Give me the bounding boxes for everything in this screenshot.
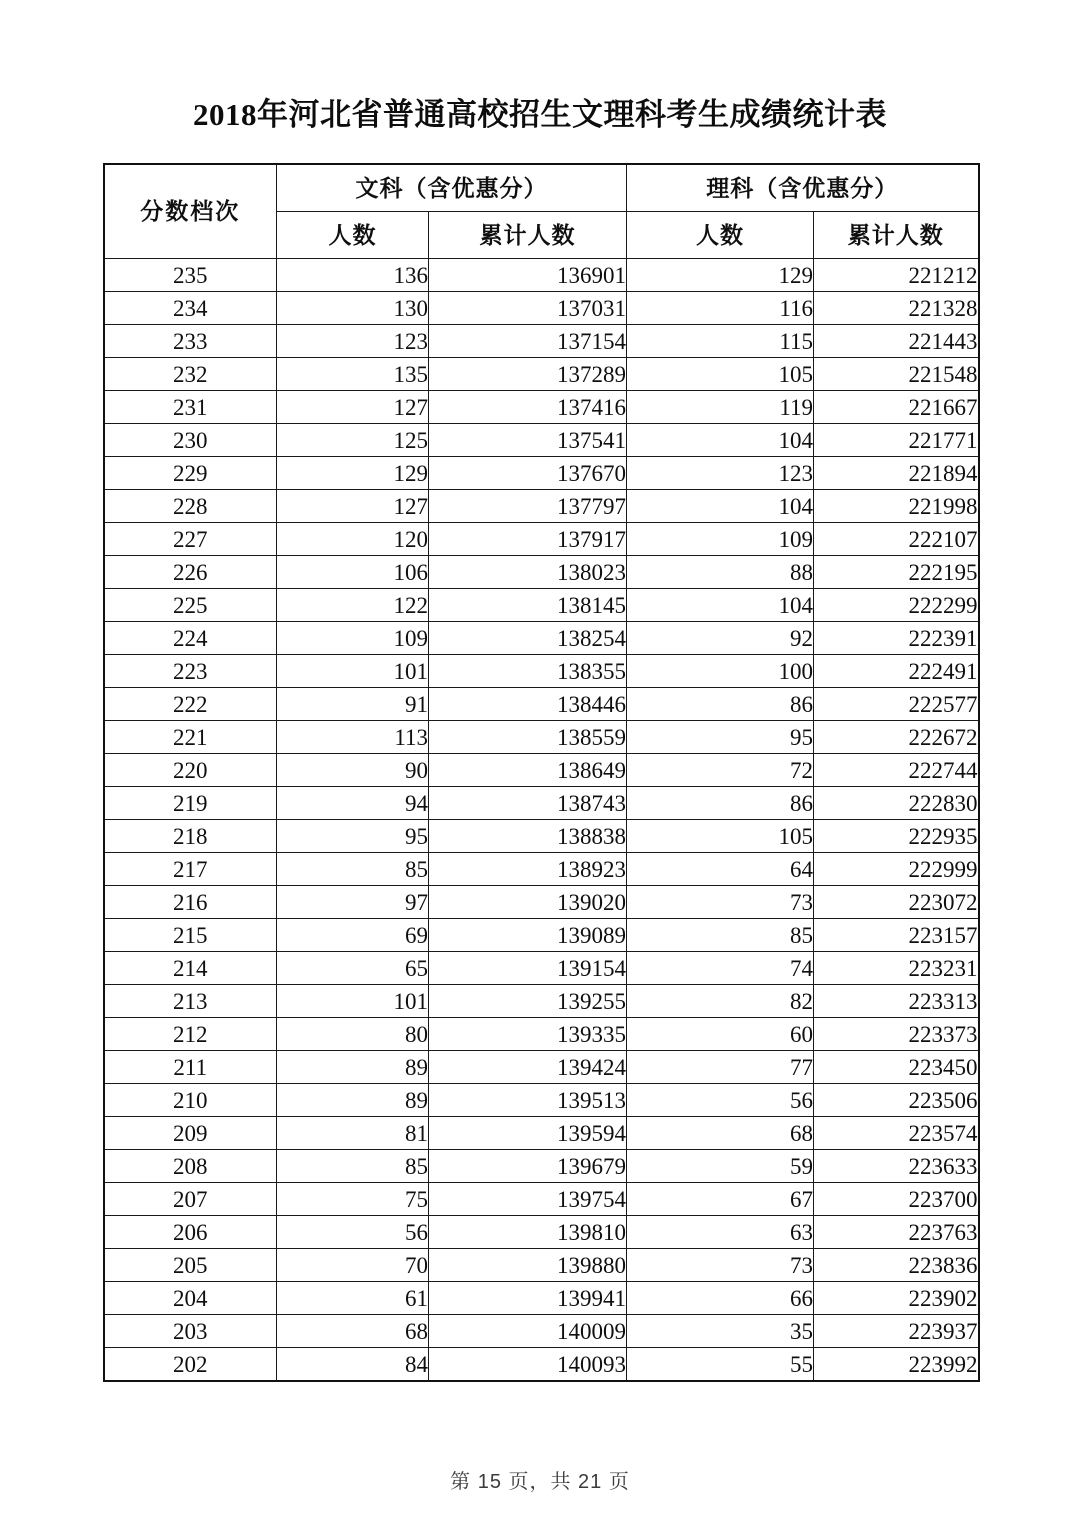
cell-science-count: 60 xyxy=(627,1018,814,1051)
cell-science-count: 129 xyxy=(627,259,814,292)
cell-science-cumulative: 223157 xyxy=(814,919,979,952)
cell-liberal-arts-cumulative: 138023 xyxy=(429,556,627,589)
cell-score-level: 232 xyxy=(104,358,277,391)
cell-liberal-arts-count: 56 xyxy=(277,1216,429,1249)
cell-liberal-arts-cumulative: 139424 xyxy=(429,1051,627,1084)
cell-science-cumulative: 223763 xyxy=(814,1216,979,1249)
cell-science-count: 109 xyxy=(627,523,814,556)
column-header-liberal-arts-group: 文科（含优惠分） xyxy=(277,164,627,212)
cell-science-count: 72 xyxy=(627,754,814,787)
cell-liberal-arts-cumulative: 137917 xyxy=(429,523,627,556)
table-row xyxy=(104,523,979,556)
column-header-liberal-arts-cumulative: 累计人数 xyxy=(429,212,627,259)
cell-liberal-arts-count: 106 xyxy=(277,556,429,589)
cell-score-level: 233 xyxy=(104,325,277,358)
cell-science-cumulative: 223231 xyxy=(814,952,979,985)
column-header-score-level: 分数档次 xyxy=(104,164,277,259)
cell-science-cumulative: 222999 xyxy=(814,853,979,886)
cell-score-level: 217 xyxy=(104,853,277,886)
cell-score-level: 231 xyxy=(104,391,277,424)
cell-liberal-arts-count: 85 xyxy=(277,1150,429,1183)
cell-science-cumulative: 223700 xyxy=(814,1183,979,1216)
cell-liberal-arts-count: 81 xyxy=(277,1117,429,1150)
table-row xyxy=(104,721,979,754)
score-statistics-table xyxy=(103,163,980,1382)
page-title: 2018年河北省普通高校招生文理科考生成绩统计表 xyxy=(193,97,887,132)
cell-science-count: 100 xyxy=(627,655,814,688)
cell-science-cumulative: 223937 xyxy=(814,1315,979,1348)
cell-liberal-arts-cumulative: 139154 xyxy=(429,952,627,985)
table-row xyxy=(104,919,979,952)
cell-liberal-arts-count: 89 xyxy=(277,1051,429,1084)
cell-liberal-arts-cumulative: 140093 xyxy=(429,1348,627,1382)
cell-science-count: 95 xyxy=(627,721,814,754)
table-row xyxy=(104,358,979,391)
cell-science-cumulative: 223373 xyxy=(814,1018,979,1051)
cell-score-level: 230 xyxy=(104,424,277,457)
cell-liberal-arts-cumulative: 137416 xyxy=(429,391,627,424)
cell-score-level: 215 xyxy=(104,919,277,952)
cell-score-level: 214 xyxy=(104,952,277,985)
cell-score-level: 204 xyxy=(104,1282,277,1315)
cell-science-count: 77 xyxy=(627,1051,814,1084)
table-header xyxy=(104,164,979,259)
cell-liberal-arts-cumulative: 138838 xyxy=(429,820,627,853)
cell-liberal-arts-cumulative: 137031 xyxy=(429,292,627,325)
cell-score-level: 211 xyxy=(104,1051,277,1084)
cell-liberal-arts-count: 97 xyxy=(277,886,429,919)
cell-science-count: 88 xyxy=(627,556,814,589)
cell-liberal-arts-count: 101 xyxy=(277,655,429,688)
cell-liberal-arts-count: 113 xyxy=(277,721,429,754)
cell-science-cumulative: 221998 xyxy=(814,490,979,523)
table-row xyxy=(104,820,979,853)
cell-liberal-arts-cumulative: 139255 xyxy=(429,985,627,1018)
column-header-liberal-arts-count: 人数 xyxy=(277,212,429,259)
table-row xyxy=(104,1249,979,1282)
column-header-science-group: 理科（含优惠分） xyxy=(627,164,979,212)
cell-science-cumulative: 221894 xyxy=(814,457,979,490)
cell-score-level: 210 xyxy=(104,1084,277,1117)
table-row xyxy=(104,622,979,655)
cell-science-count: 104 xyxy=(627,424,814,457)
cell-science-count: 86 xyxy=(627,787,814,820)
cell-science-count: 55 xyxy=(627,1348,814,1382)
cell-science-count: 104 xyxy=(627,589,814,622)
cell-science-count: 85 xyxy=(627,919,814,952)
cell-science-cumulative: 223072 xyxy=(814,886,979,919)
cell-liberal-arts-count: 135 xyxy=(277,358,429,391)
cell-liberal-arts-cumulative: 138145 xyxy=(429,589,627,622)
cell-liberal-arts-count: 85 xyxy=(277,853,429,886)
cell-science-cumulative: 222491 xyxy=(814,655,979,688)
cell-science-count: 105 xyxy=(627,820,814,853)
cell-score-level: 228 xyxy=(104,490,277,523)
cell-liberal-arts-cumulative: 137670 xyxy=(429,457,627,490)
cell-liberal-arts-count: 101 xyxy=(277,985,429,1018)
cell-score-level: 202 xyxy=(104,1348,277,1382)
cell-science-count: 64 xyxy=(627,853,814,886)
cell-science-cumulative: 223836 xyxy=(814,1249,979,1282)
cell-score-level: 220 xyxy=(104,754,277,787)
cell-science-cumulative: 222299 xyxy=(814,589,979,622)
cell-liberal-arts-cumulative: 138446 xyxy=(429,688,627,721)
cell-liberal-arts-count: 95 xyxy=(277,820,429,853)
cell-liberal-arts-cumulative: 136901 xyxy=(429,259,627,292)
table-row xyxy=(104,589,979,622)
cell-liberal-arts-count: 84 xyxy=(277,1348,429,1382)
cell-liberal-arts-count: 127 xyxy=(277,490,429,523)
cell-liberal-arts-cumulative: 139941 xyxy=(429,1282,627,1315)
cell-score-level: 223 xyxy=(104,655,277,688)
cell-science-cumulative: 221771 xyxy=(814,424,979,457)
cell-liberal-arts-cumulative: 140009 xyxy=(429,1315,627,1348)
table-row xyxy=(104,1282,979,1315)
cell-score-level: 234 xyxy=(104,292,277,325)
cell-liberal-arts-cumulative: 139513 xyxy=(429,1084,627,1117)
cell-science-count: 86 xyxy=(627,688,814,721)
table-row xyxy=(104,985,979,1018)
cell-liberal-arts-count: 70 xyxy=(277,1249,429,1282)
cell-score-level: 203 xyxy=(104,1315,277,1348)
cell-liberal-arts-cumulative: 138355 xyxy=(429,655,627,688)
table-body xyxy=(104,259,979,1382)
cell-science-cumulative: 222935 xyxy=(814,820,979,853)
cell-science-count: 123 xyxy=(627,457,814,490)
cell-science-cumulative: 222107 xyxy=(814,523,979,556)
cell-score-level: 227 xyxy=(104,523,277,556)
cell-liberal-arts-cumulative: 137289 xyxy=(429,358,627,391)
cell-liberal-arts-cumulative: 137154 xyxy=(429,325,627,358)
cell-science-cumulative: 222672 xyxy=(814,721,979,754)
cell-science-count: 59 xyxy=(627,1150,814,1183)
cell-science-cumulative: 222391 xyxy=(814,622,979,655)
table-row xyxy=(104,688,979,721)
cell-score-level: 229 xyxy=(104,457,277,490)
cell-science-count: 66 xyxy=(627,1282,814,1315)
cell-liberal-arts-cumulative: 138649 xyxy=(429,754,627,787)
header-row-groups xyxy=(104,164,979,212)
cell-liberal-arts-cumulative: 139810 xyxy=(429,1216,627,1249)
table-row xyxy=(104,952,979,985)
cell-science-count: 68 xyxy=(627,1117,814,1150)
cell-liberal-arts-cumulative: 138559 xyxy=(429,721,627,754)
table-row xyxy=(104,259,979,292)
cell-score-level: 226 xyxy=(104,556,277,589)
cell-science-cumulative: 223450 xyxy=(814,1051,979,1084)
cell-science-count: 73 xyxy=(627,1249,814,1282)
cell-science-cumulative: 223992 xyxy=(814,1348,979,1382)
cell-liberal-arts-count: 75 xyxy=(277,1183,429,1216)
cell-liberal-arts-count: 68 xyxy=(277,1315,429,1348)
cell-score-level: 208 xyxy=(104,1150,277,1183)
cell-science-cumulative: 222830 xyxy=(814,787,979,820)
table-row xyxy=(104,1348,979,1382)
cell-liberal-arts-cumulative: 139754 xyxy=(429,1183,627,1216)
cell-liberal-arts-cumulative: 138923 xyxy=(429,853,627,886)
table-row xyxy=(104,424,979,457)
cell-score-level: 209 xyxy=(104,1117,277,1150)
cell-liberal-arts-cumulative: 138254 xyxy=(429,622,627,655)
column-header-science-cumulative: 累计人数 xyxy=(814,212,979,259)
cell-liberal-arts-count: 91 xyxy=(277,688,429,721)
cell-liberal-arts-count: 125 xyxy=(277,424,429,457)
cell-score-level: 216 xyxy=(104,886,277,919)
cell-liberal-arts-count: 120 xyxy=(277,523,429,556)
cell-liberal-arts-count: 122 xyxy=(277,589,429,622)
cell-liberal-arts-count: 90 xyxy=(277,754,429,787)
cell-liberal-arts-count: 130 xyxy=(277,292,429,325)
cell-score-level: 235 xyxy=(104,259,277,292)
table-row xyxy=(104,1150,979,1183)
cell-science-cumulative: 221212 xyxy=(814,259,979,292)
cell-liberal-arts-cumulative: 138743 xyxy=(429,787,627,820)
table-row xyxy=(104,886,979,919)
cell-liberal-arts-count: 136 xyxy=(277,259,429,292)
cell-liberal-arts-count: 65 xyxy=(277,952,429,985)
cell-science-count: 119 xyxy=(627,391,814,424)
cell-liberal-arts-count: 94 xyxy=(277,787,429,820)
column-header-science-count: 人数 xyxy=(627,212,814,259)
cell-science-count: 63 xyxy=(627,1216,814,1249)
table-row xyxy=(104,1051,979,1084)
table-row xyxy=(104,853,979,886)
cell-liberal-arts-count: 61 xyxy=(277,1282,429,1315)
cell-science-cumulative: 223633 xyxy=(814,1150,979,1183)
cell-liberal-arts-count: 109 xyxy=(277,622,429,655)
cell-liberal-arts-count: 89 xyxy=(277,1084,429,1117)
table-row xyxy=(104,391,979,424)
cell-science-count: 105 xyxy=(627,358,814,391)
table-row xyxy=(104,490,979,523)
cell-liberal-arts-cumulative: 139089 xyxy=(429,919,627,952)
cell-science-count: 82 xyxy=(627,985,814,1018)
cell-science-cumulative: 222744 xyxy=(814,754,979,787)
cell-science-count: 92 xyxy=(627,622,814,655)
cell-science-cumulative: 223506 xyxy=(814,1084,979,1117)
cell-science-cumulative: 223574 xyxy=(814,1117,979,1150)
table-row xyxy=(104,1183,979,1216)
cell-science-cumulative: 222577 xyxy=(814,688,979,721)
table-row xyxy=(104,1315,979,1348)
cell-liberal-arts-count: 129 xyxy=(277,457,429,490)
cell-score-level: 221 xyxy=(104,721,277,754)
cell-score-level: 207 xyxy=(104,1183,277,1216)
cell-liberal-arts-cumulative: 139880 xyxy=(429,1249,627,1282)
table-row xyxy=(104,556,979,589)
cell-score-level: 224 xyxy=(104,622,277,655)
cell-science-count: 56 xyxy=(627,1084,814,1117)
cell-science-count: 104 xyxy=(627,490,814,523)
cell-science-count: 35 xyxy=(627,1315,814,1348)
table-row xyxy=(104,754,979,787)
cell-score-level: 206 xyxy=(104,1216,277,1249)
cell-score-level: 212 xyxy=(104,1018,277,1051)
cell-science-cumulative: 221548 xyxy=(814,358,979,391)
table-row xyxy=(104,1084,979,1117)
page-footer: 第 15 页，共 21 页 xyxy=(450,1471,630,1493)
cell-science-count: 73 xyxy=(627,886,814,919)
cell-liberal-arts-cumulative: 139679 xyxy=(429,1150,627,1183)
cell-score-level: 219 xyxy=(104,787,277,820)
cell-science-cumulative: 223902 xyxy=(814,1282,979,1315)
cell-science-cumulative: 221667 xyxy=(814,391,979,424)
table-row xyxy=(104,1117,979,1150)
cell-score-level: 222 xyxy=(104,688,277,721)
cell-liberal-arts-cumulative: 137541 xyxy=(429,424,627,457)
table-row xyxy=(104,292,979,325)
cell-science-count: 115 xyxy=(627,325,814,358)
table-row xyxy=(104,787,979,820)
cell-science-cumulative: 223313 xyxy=(814,985,979,1018)
cell-liberal-arts-count: 123 xyxy=(277,325,429,358)
table-row xyxy=(104,457,979,490)
cell-liberal-arts-count: 69 xyxy=(277,919,429,952)
cell-liberal-arts-cumulative: 137797 xyxy=(429,490,627,523)
table-row xyxy=(104,1216,979,1249)
cell-liberal-arts-cumulative: 139335 xyxy=(429,1018,627,1051)
cell-score-level: 218 xyxy=(104,820,277,853)
cell-science-cumulative: 221328 xyxy=(814,292,979,325)
cell-liberal-arts-count: 127 xyxy=(277,391,429,424)
cell-science-cumulative: 222195 xyxy=(814,556,979,589)
cell-score-level: 205 xyxy=(104,1249,277,1282)
cell-science-cumulative: 221443 xyxy=(814,325,979,358)
table-row xyxy=(104,1018,979,1051)
cell-score-level: 225 xyxy=(104,589,277,622)
score-statistics-table-container xyxy=(103,133,978,1382)
table-row xyxy=(104,325,979,358)
cell-score-level: 213 xyxy=(104,985,277,1018)
table-row xyxy=(104,655,979,688)
cell-science-count: 67 xyxy=(627,1183,814,1216)
cell-liberal-arts-count: 80 xyxy=(277,1018,429,1051)
cell-liberal-arts-cumulative: 139020 xyxy=(429,886,627,919)
cell-science-count: 74 xyxy=(627,952,814,985)
cell-science-count: 116 xyxy=(627,292,814,325)
cell-liberal-arts-cumulative: 139594 xyxy=(429,1117,627,1150)
